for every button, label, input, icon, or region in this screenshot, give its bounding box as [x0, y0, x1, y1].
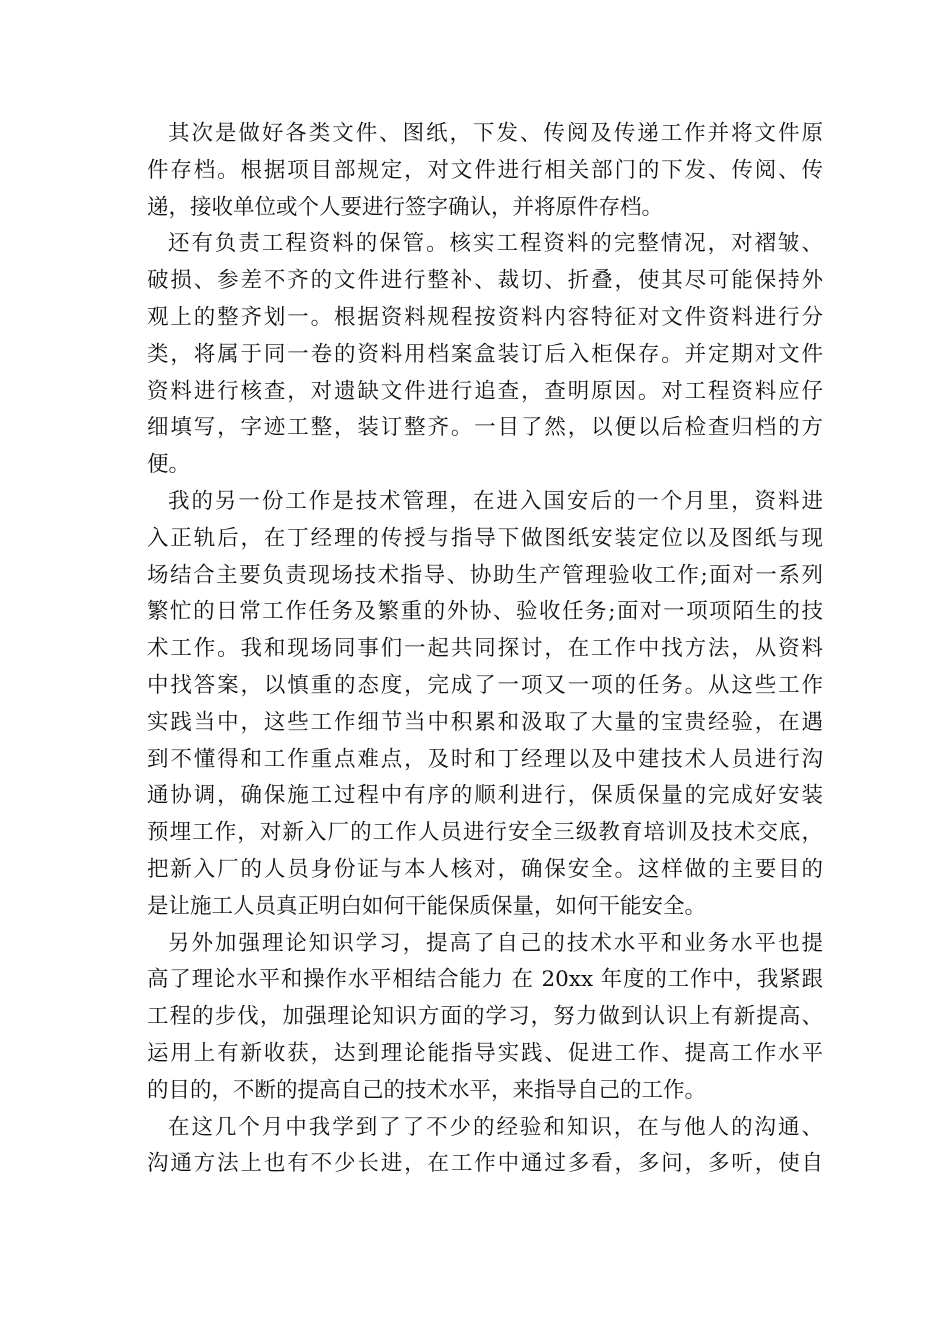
paragraph-line: 破损、参差不齐的文件进行整补、裁切、折叠，使其尽可能保持外	[147, 268, 823, 294]
paragraph-line: 实践当中，这些工作细节当中积累和汲取了大量的宝贵经验，在遇	[147, 709, 823, 735]
paragraph-line: 资料进行核查，对遗缺文件进行追查，查明原因。对工程资料应仔	[147, 378, 823, 404]
paragraph-line: 工程的步伐，加强理论知识方面的学习，努力做到认识上有新提高、	[147, 1004, 823, 1030]
paragraph-line: 观上的整齐划一。根据资料规程按资料内容特征对文件资料进行分	[147, 304, 823, 330]
paragraph-line: 类，将属于同一卷的资料用档案盒装订后入柜保存。并定期对文件	[147, 341, 823, 367]
paragraph-line: 还有负责工程资料的保管。核实工程资料的完整情况，对褶皱、	[168, 231, 823, 257]
paragraph-line: 在这几个月中我学到了了不少的经验和知识，在与他人的沟通、	[168, 1114, 823, 1140]
paragraph-line: 繁忙的日常工作任务及繁重的外协、验收任务;面对一项项陌生的技	[147, 599, 823, 625]
paragraph-line: 件存档。根据项目部规定，对文件进行相关部门的下发、传阅、传	[147, 157, 823, 183]
paragraph-line: 预埋工作，对新入厂的工作人员进行安全三级教育培训及技术交底，	[147, 820, 823, 846]
paragraph-line: 是让施工人员真正明白如何干能保质保量，如何干能安全。	[147, 893, 707, 919]
paragraph-line: 运用上有新收获，达到理论能指导实践、促进工作、提高工作水平	[147, 1040, 823, 1066]
paragraph-line: 场结合主要负责现场技术指导、协助生产管理验收工作;面对一系列	[147, 562, 823, 588]
paragraph-line: 我的另一份工作是技术管理，在进入国安后的一个月里，资料进	[168, 488, 823, 514]
paragraph-line: 其次是做好各类文件、图纸，下发、传阅及传递工作并将文件原	[168, 121, 823, 146]
document-body	[147, 116, 823, 1183]
paragraph-line: 的目的，不断的提高自己的技术水平，来指导自己的工作。	[147, 1077, 707, 1103]
paragraph-line: 细填写，字迹工整，装订整齐。一目了然，以便以后检查归档的方	[147, 415, 823, 441]
paragraph-line: 沟通方法上也有不少长进，在工作中通过多看，多问，多听，使自	[147, 1151, 823, 1177]
paragraph-line: 高了理论水平和操作水平相结合能力 在 20xx 年度的工作中，我紧跟	[147, 967, 823, 993]
paragraph-line: 通协调，确保施工过程中有序的顺利进行，保质保量的完成好安装	[147, 783, 823, 809]
paragraph-line: 中找答案，以慎重的态度，完成了一项又一项的任务。从这些工作	[147, 672, 823, 698]
paragraph-line: 递，接收单位或个人要进行签字确认，并将原件存档。	[147, 194, 664, 220]
paragraph-line: 到不懂得和工作重点难点，及时和丁经理以及中建技术人员进行沟	[147, 746, 823, 772]
paragraph-line: 把新入厂的人员身份证与本人核对，确保安全。这样做的主要目的	[147, 856, 823, 882]
paragraph-line: 另外加强理论知识学习，提高了自己的技术水平和业务水平也提	[168, 930, 823, 956]
paragraph-line: 术工作。我和现场同事们一起共同探讨，在工作中找方法，从资料	[147, 636, 823, 662]
paragraph-line: 入正轨后，在丁经理的传授与指导下做图纸安装定位以及图纸与现	[147, 525, 823, 551]
paragraph-line: 便。	[147, 452, 191, 478]
